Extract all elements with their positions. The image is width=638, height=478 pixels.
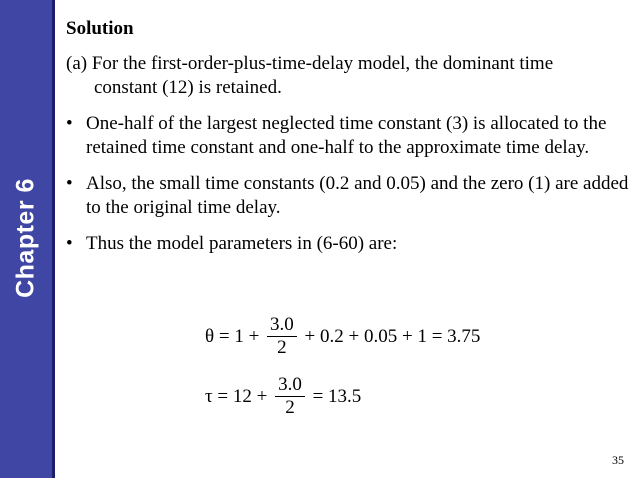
bullet-text: Thus the model parameters in (6-60) are:: [86, 233, 398, 254]
fraction-numerator: 3.0: [267, 314, 297, 337]
tau-equation: [205, 374, 361, 419]
theta-fraction: [267, 314, 297, 359]
tau-equation-lhs: τ = 12 +: [205, 385, 273, 407]
bullet-item: [66, 232, 631, 256]
slide-heading: Solution: [66, 18, 134, 39]
theta-equation-lhs: θ = 1 +: [205, 325, 265, 347]
bullet-symbol: •: [66, 113, 73, 134]
intro-paragraph: [66, 52, 631, 100]
bullet-symbol: •: [66, 233, 73, 254]
page-number: 35: [612, 453, 624, 467]
slide-content: [66, 18, 631, 268]
intro-line-2: constant (12) is retained.: [94, 77, 282, 98]
tau-fraction: [275, 374, 305, 419]
sidebar-divider: [52, 0, 55, 478]
fraction-numerator: 3.0: [275, 374, 305, 397]
chapter-label: Chapter 6: [11, 178, 40, 298]
theta-equation-rhs: + 0.2 + 0.05 + 1 = 3.75: [299, 325, 481, 347]
bullet-symbol: •: [66, 173, 73, 194]
chapter-sidebar: [0, 0, 52, 478]
bullet-item: [66, 172, 631, 220]
theta-equation: [205, 314, 480, 359]
bullet-text: One-half of the largest neglected time constant (3) is allocated to the retained time constant and one-half to the approximate time delay.: [86, 113, 607, 158]
fraction-denominator: 2: [277, 337, 287, 358]
tau-equation-rhs: = 13.5: [307, 385, 362, 407]
bullet-text: Also, the small time constants (0.2 and 0.05) and the zero (1) are added to the original time delay.: [86, 173, 629, 218]
intro-line-1: (a) For the first-order-plus-time-delay model, the dominant time: [66, 53, 554, 74]
bullet-item: [66, 112, 631, 160]
fraction-denominator: 2: [285, 397, 295, 418]
